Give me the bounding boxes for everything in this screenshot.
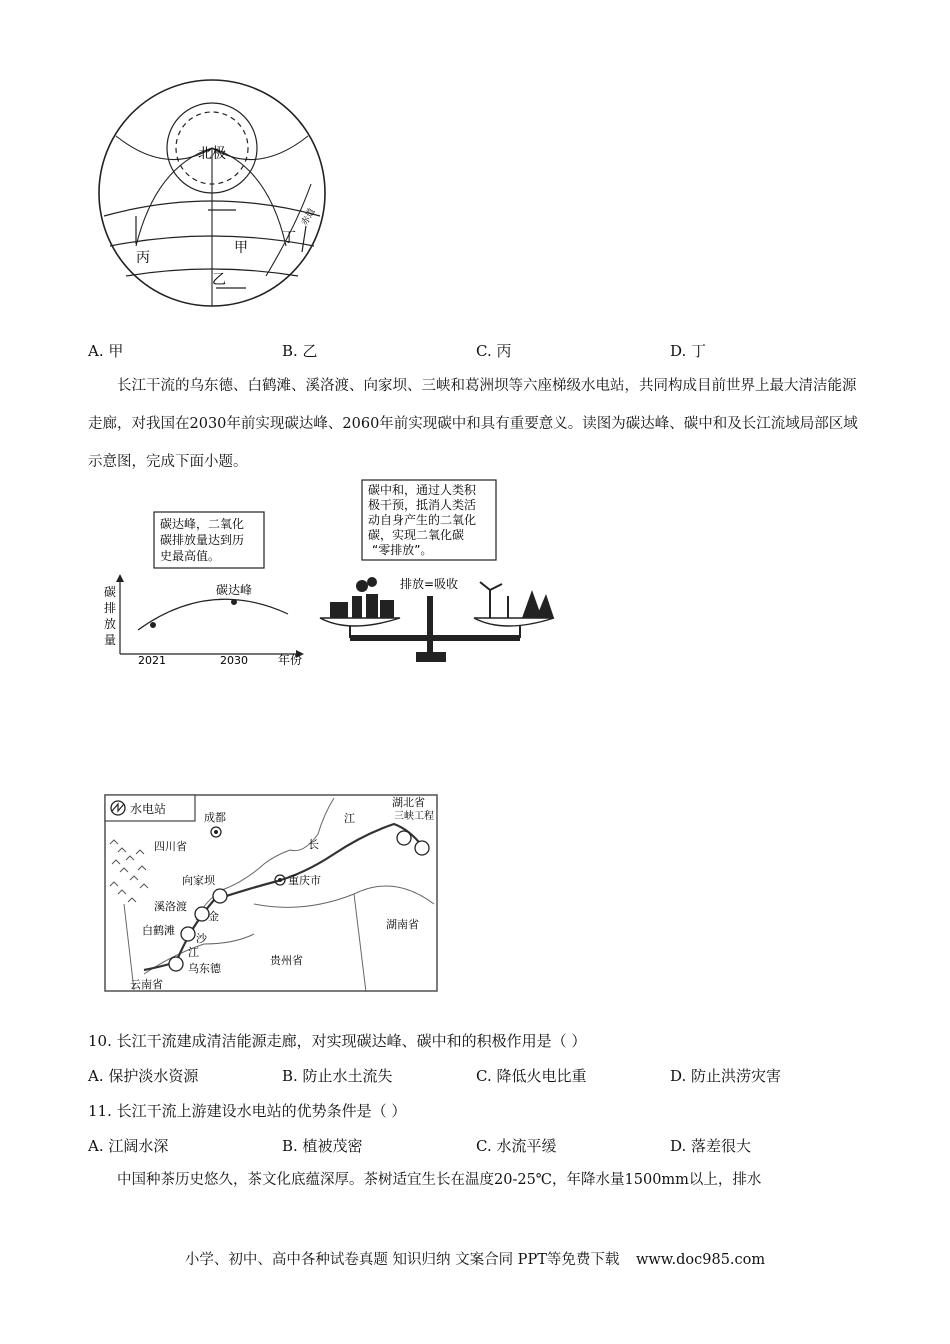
neutral-box-text: 碳中和，通过人类积 极干预，抵消人类活 动自身产生的二氧化 碳，实现二氧化碳 “零排放”。 (368, 483, 477, 557)
label-chongqing: 重庆市 (288, 874, 321, 887)
label-chengdu: 成都 (204, 811, 226, 824)
q10-option-b[interactable]: B. 防止水土流失 (282, 1067, 393, 1085)
equator-label: 赤道 (299, 206, 318, 228)
label-sichuan: 四川省 (154, 840, 187, 853)
q9-option-d[interactable]: D. 丁 (670, 342, 707, 360)
map-legend: 水电站 (130, 802, 167, 816)
label-hunan: 湖南省 (386, 918, 419, 931)
label-xiluodu: 溪洛渡 (154, 900, 187, 913)
footer-url[interactable]: www.doc985.com (635, 1252, 766, 1268)
point-jia: 甲 (234, 240, 248, 256)
intro-paragraph: 长江干流的乌东德、白鹤滩、溪洛渡、向家坝、三峡和葛洲坝等六座梯级水电站，共同构成目前世界上最大清洁能源走廊，对我国在2030年前实现碳达峰、2060年前实现碳中和具有重要意义。读图为碳达峰、碳中和及长江流域局部区域示意图，完成下面小题。 (88, 378, 858, 470)
q11-stem: 11. 长江干流上游建设水电站的优势条件是（ ） (88, 1102, 407, 1120)
label-baihetan: 白鹤滩 (142, 924, 175, 937)
q10-option-c[interactable]: C. 降低火电比重 (476, 1067, 587, 1085)
q11-option-d[interactable]: D. 落差很大 (670, 1137, 752, 1155)
label-jin: 金 (208, 910, 219, 923)
label-xiangjiaba: 向家坝 (182, 874, 215, 887)
q11-option-c[interactable]: C. 水流平缓 (476, 1137, 557, 1155)
label-hubei: 湖北省 (392, 796, 425, 809)
carbon-figure (100, 478, 560, 670)
x-axis-label: 年份 (278, 653, 303, 667)
q10-option-a[interactable]: A. 保护淡水资源 (88, 1067, 199, 1085)
q9-option-a[interactable]: A. 甲 (88, 342, 124, 360)
globe-figure (96, 76, 328, 314)
q9-option-c[interactable]: C. 丙 (476, 342, 512, 360)
footer-text: 小学、初中、高中各种试卷真题 知识归纳 文案合同 PPT等免费下载 (184, 1252, 620, 1268)
q10-stem: 10. 长江干流建成清洁能源走廊，对实现碳达峰、碳中和的积极作用是（ ） (88, 1032, 587, 1050)
yangtze-map (104, 794, 438, 992)
label-guizhou: 贵州省 (270, 954, 303, 967)
point-yi: 乙 (212, 272, 226, 288)
peak-label: 碳达峰 (216, 583, 253, 597)
label-jiang2: 江 (188, 946, 199, 959)
x-tick-2030: 2030 (220, 654, 248, 667)
peak-box-text: 碳达峰，二氧化 碳排放量达到历 史最高值。 (160, 517, 245, 563)
q11-option-a[interactable]: A. 江阔水深 (88, 1137, 169, 1155)
y-axis-label: 碳 排 放 量 (104, 585, 117, 647)
balance-label: 排放=吸收 (400, 577, 459, 591)
tea-paragraph: 中国种茶历史悠久，茶文化底蕴深厚。茶树适宜生长在温度20-25℃，年降水量1500mm以上，排水 (117, 1172, 762, 1188)
q9-option-b[interactable]: B. 乙 (282, 342, 318, 360)
label-yunnan: 云南省 (130, 978, 163, 991)
label-sha: 沙 (196, 932, 207, 945)
label-sanxia: 三峡工程 (394, 811, 434, 822)
x-tick-2021: 2021 (138, 654, 166, 667)
page-footer (0, 1248, 950, 1269)
label-jiang: 江 (344, 812, 355, 825)
north-pole-label: 北极 (198, 146, 226, 162)
q11-option-b[interactable]: B. 植被茂密 (282, 1137, 363, 1155)
point-ding: 丁 (282, 230, 296, 246)
q10-option-d[interactable]: D. 防止洪涝灾害 (670, 1067, 782, 1085)
point-bing: 丙 (136, 250, 150, 266)
label-chang: 长 (308, 838, 319, 851)
label-wudongde: 乌东德 (188, 962, 221, 975)
